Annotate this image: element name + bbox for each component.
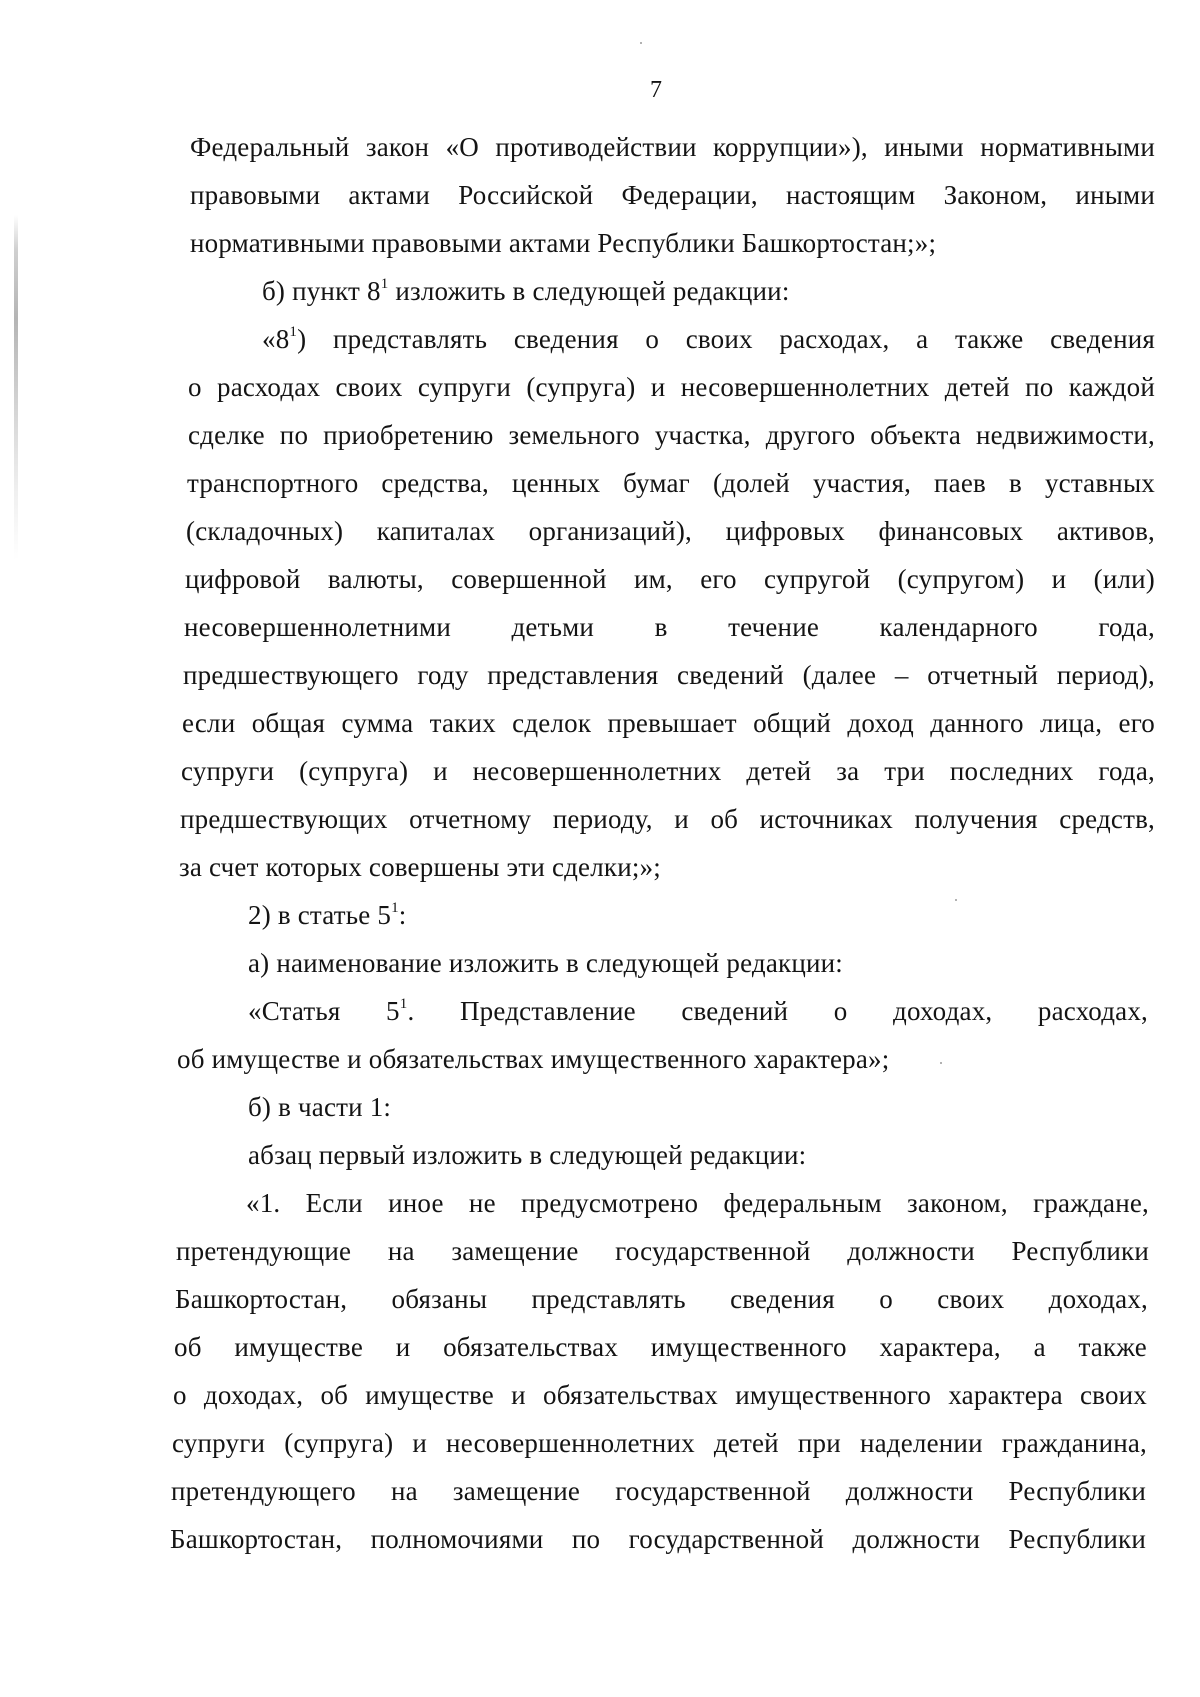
text-line: правовыми актами Российской Федерации, настоящим Законом, иными: [190, 180, 1155, 210]
text-line: об имуществе и обязательствах имущественного характера, а также: [174, 1332, 1147, 1362]
text-line: супруги (супруга) и несовершеннолетних детей при наделении гражданина,: [172, 1428, 1147, 1458]
text-run: ) представлять сведения о своих расходах, а также сведения: [297, 324, 1155, 354]
text-run: «Статья 5: [248, 996, 400, 1026]
text-line: [262, 274, 790, 308]
superscript: 1: [391, 900, 399, 916]
text-line: несовершеннолетними детьми в течение календарного года,: [184, 612, 1155, 642]
superscript: 1: [399, 996, 408, 1012]
text-run: 2) в статье 5: [248, 900, 392, 930]
text-run: «8: [262, 324, 290, 354]
text-line: предшествующих отчетному периоду, и об источниках получения средств,: [180, 804, 1155, 834]
text-line: [262, 322, 1155, 356]
text-line: претендующие на замещение государственной должности Республики: [176, 1236, 1149, 1266]
text-line: если общая сумма таких сделок превышает общий доход данного лица, его: [182, 708, 1155, 738]
text-line: сделке по приобретению земельного участка, другого объекта недвижимости,: [188, 420, 1155, 450]
text-line: а) наименование изложить в следующей редакции:: [248, 948, 843, 978]
text-line: «1. Если иное не предусмотрено федеральным законом, граждане,: [246, 1188, 1149, 1218]
text-line: б) в части 1:: [248, 1092, 392, 1122]
text-line: нормативными правовыми актами Республики Башкортостан;»;: [190, 228, 937, 258]
text-line: об имуществе и обязательствах имущественного характера»;: [177, 1044, 890, 1074]
text-line: цифровой валюты, совершенной им, его супругой (супругом) и (или): [185, 564, 1155, 594]
text-line: [248, 898, 407, 932]
page-number: 7: [650, 77, 662, 103]
text-line: (складочных) капиталах организаций), цифровых финансовых активов,: [186, 516, 1155, 546]
text-line: претендующего на замещение государственной должности Республики: [171, 1476, 1146, 1506]
text-line: [248, 994, 1148, 1028]
text-run: б) пункт 8: [262, 276, 381, 306]
text-line: абзац первый изложить в следующей редакции:: [248, 1140, 807, 1170]
text-run: изложить в следующей редакции:: [388, 276, 790, 306]
text-line: о доходах, об имуществе и обязательствах имущественного характера своих: [173, 1380, 1147, 1410]
text-line: Башкортостан, обязаны представлять сведения о своих доходах,: [175, 1284, 1148, 1314]
text-run: :: [398, 900, 407, 930]
text-line: Федеральный закон «О противодействии коррупции»), иными нормативными: [190, 132, 1155, 162]
text-line: предшествующего году представления сведений (далее – отчетный период),: [183, 660, 1155, 690]
text-line: супруги (супруга) и несовершеннолетних детей за три последних года,: [181, 756, 1155, 786]
text-line: Башкортостан, полномочиями по государственной должности Республики: [170, 1524, 1146, 1554]
superscript: 1: [380, 276, 389, 292]
text-line: о расходах своих супруги (супруга) и несовершеннолетних детей по каждой: [188, 372, 1155, 402]
text-run: . Представление сведений о доходах, расходах,: [407, 996, 1148, 1026]
superscript: 1: [289, 324, 298, 340]
text-line: транспортного средства, ценных бумаг (долей участия, паев в уставных: [187, 468, 1155, 498]
text-line: за счет которых совершены эти сделки;»;: [179, 852, 661, 882]
